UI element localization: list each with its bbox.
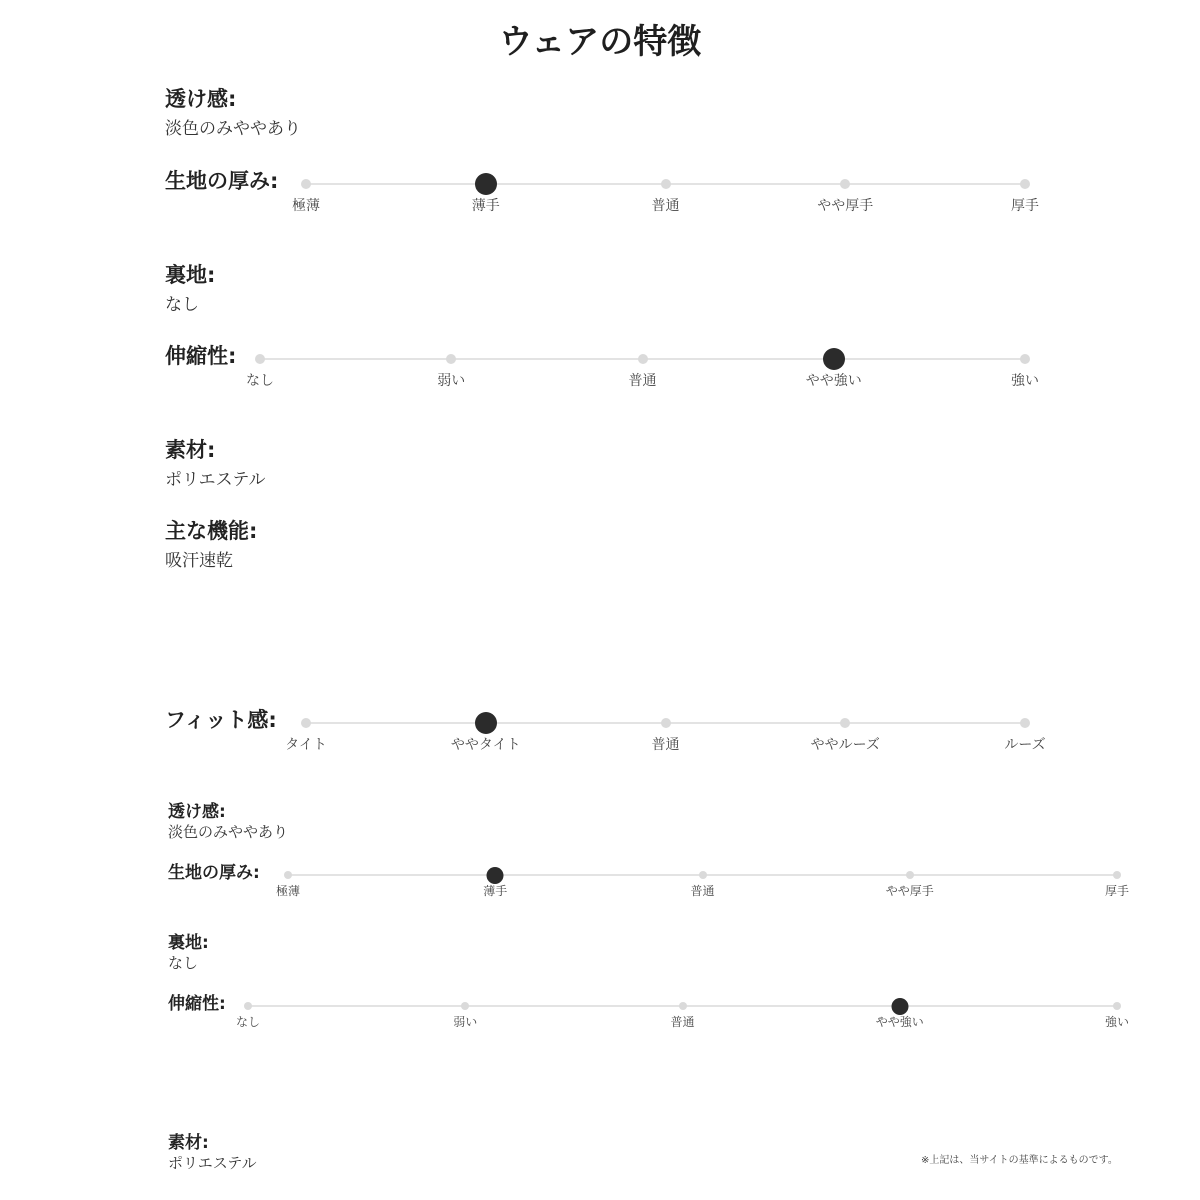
scale-option-label: なし [235, 1015, 261, 1029]
scale-marker-selected [475, 712, 497, 734]
scale-marker [446, 354, 456, 364]
scale-marker [661, 179, 671, 189]
scale-marker [461, 1002, 469, 1010]
scale-option-label: 薄手 [471, 198, 500, 214]
scale-option-label: ルーズ [1004, 737, 1046, 753]
scale-marker-selected [891, 998, 908, 1015]
scale-marker [244, 1002, 252, 1010]
thickness-label: 生地の厚み: [165, 169, 279, 193]
scale-option-label: 普通 [628, 373, 657, 389]
scale-marker [1020, 179, 1030, 189]
stretch-label-2: 伸縮性: [168, 994, 226, 1014]
scale-option-label: やや強い [875, 1015, 924, 1029]
scale-marker [840, 718, 850, 728]
scale-option-label: 普通 [651, 737, 680, 753]
material-value: ポリエステル [165, 470, 266, 490]
scale-option-label: ややタイト [450, 737, 521, 753]
scale-marker-selected [475, 173, 497, 195]
scale-marker [255, 354, 265, 364]
stretch-scale [246, 358, 1039, 389]
lining-label: 裏地: [165, 263, 216, 287]
scale-marker [1020, 718, 1030, 728]
scale-option-label: なし [246, 373, 274, 389]
scale-marker-selected [487, 867, 504, 884]
page-title: ウェアの特徴 [498, 22, 702, 62]
scale-marker-selected [823, 348, 845, 370]
scale-marker [638, 354, 648, 364]
scale-marker [679, 1002, 687, 1010]
scale-option-label: 普通 [651, 198, 680, 214]
transparency-label: 透け感: [165, 87, 237, 111]
lining-value: なし [165, 295, 199, 315]
scale-option-label: ややルーズ [810, 737, 880, 753]
scale-option-label: 普通 [690, 884, 715, 898]
stretch-scale-2 [235, 1005, 1130, 1029]
scale-option-label: 普通 [670, 1015, 695, 1029]
scale-option-label: やや強い [805, 373, 862, 389]
scale-marker [301, 179, 311, 189]
scale-marker [284, 871, 292, 879]
scale-option-label: 強い [1011, 373, 1039, 389]
thickness-scale-2 [275, 874, 1130, 898]
scale-option-label: 極薄 [292, 198, 320, 214]
scale-marker [699, 871, 707, 879]
scale-marker [1113, 871, 1121, 879]
scale-option-label: タイト [285, 737, 327, 753]
footnote: ※上記は、当サイトの基準によるものです。 [921, 1155, 1118, 1166]
scale-option-label: 弱い [437, 373, 466, 389]
material-value-2: ポリエステル [168, 1154, 257, 1172]
scale-marker [840, 179, 850, 189]
scale-option-label: 弱い [453, 1015, 478, 1029]
scale-marker [1113, 1002, 1121, 1010]
material-label-2: 素材: [168, 1133, 209, 1153]
scale-option-label: 厚手 [1011, 198, 1039, 214]
fit-label: フィット感: [165, 708, 277, 732]
scale-option-label: 極薄 [275, 884, 301, 898]
transparency-value: 淡色のみややあり [165, 119, 301, 139]
lining-label-2: 裏地: [168, 933, 209, 953]
scale-marker [1020, 354, 1030, 364]
thickness-scale [292, 183, 1039, 214]
transparency-label-2: 透け感: [168, 802, 226, 822]
scale-option-label: 強い [1104, 1015, 1130, 1029]
material-label: 素材: [165, 438, 216, 462]
scale-option-label: やや厚手 [817, 198, 874, 214]
scale-option-label: 厚手 [1104, 884, 1130, 898]
lining-value-2: なし [168, 954, 199, 972]
transparency-value-2: 淡色のみややあり [168, 823, 289, 841]
scale-option-label: 薄手 [483, 884, 508, 898]
scale-marker [906, 871, 914, 879]
stretch-label: 伸縮性: [165, 344, 237, 368]
scale-marker [661, 718, 671, 728]
functions-value: 吸汗速乾 [165, 551, 233, 571]
fit-scale [285, 722, 1046, 753]
scale-marker [301, 718, 311, 728]
scale-option-label: やや厚手 [885, 884, 934, 898]
thickness-label-2: 生地の厚み: [168, 863, 260, 883]
functions-label: 主な機能: [165, 519, 258, 543]
